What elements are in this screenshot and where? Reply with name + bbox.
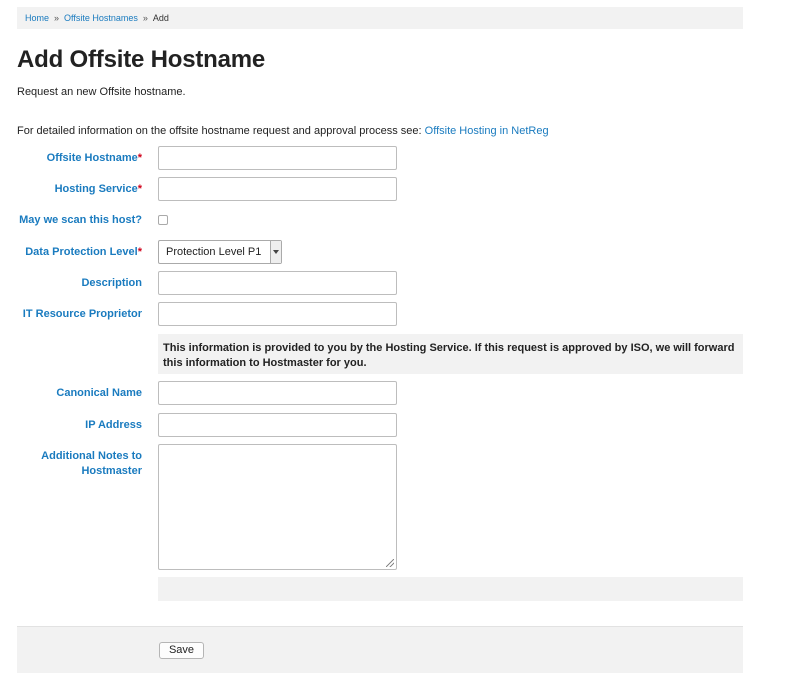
breadcrumb-current: Add: [152, 13, 169, 23]
hosting-service-label: Hosting Service*: [54, 183, 142, 195]
breadcrumb-home-link[interactable]: Home: [25, 13, 50, 23]
breadcrumb: [17, 7, 743, 29]
scan-host-checkbox[interactable]: [158, 215, 168, 225]
offsite-hosting-netreg-link[interactable]: Offsite Hosting in NetReg: [424, 125, 549, 137]
info-text-body: For detailed information on the offsite hostname request and approval process see:: [17, 125, 422, 137]
additional-notes-textarea[interactable]: [158, 444, 397, 570]
offsite-hostname-label: Offsite Hostname*: [46, 152, 142, 164]
offsite-hostname-input[interactable]: [158, 146, 397, 170]
save-button[interactable]: Save: [159, 642, 204, 659]
chevron-down-icon[interactable]: [270, 241, 281, 263]
ip-address-label: IP Address: [85, 419, 142, 431]
hosting-service-input[interactable]: [158, 177, 397, 201]
required-marker: *: [137, 246, 142, 258]
form-footer: [17, 626, 743, 673]
page-title: Add Offsite Hostname: [17, 46, 266, 73]
required-marker: *: [137, 183, 142, 195]
it-resource-proprietor-label: IT Resource Proprietor: [22, 308, 142, 320]
form-spacer-bar: [158, 577, 743, 601]
data-protection-level-value: Protection Level P1: [166, 246, 262, 258]
data-protection-level-label: Data Protection Level*: [25, 246, 142, 258]
page-subtitle: Request an new Offsite hostname.: [17, 86, 186, 98]
data-protection-level-select[interactable]: [158, 240, 282, 264]
breadcrumb-separator: »: [142, 13, 148, 23]
scan-host-label: May we scan this host?: [19, 214, 142, 226]
ip-address-input[interactable]: [158, 413, 397, 437]
breadcrumb-offsite-hostnames-link[interactable]: Offsite Hostnames: [64, 13, 138, 23]
breadcrumb-separator: »: [54, 13, 60, 23]
resize-handle-icon[interactable]: [386, 559, 394, 567]
description-input[interactable]: [158, 271, 397, 295]
additional-notes-label: Additional Notes to Hostmaster: [41, 450, 142, 477]
required-marker: *: [137, 152, 142, 164]
canonical-name-label: Canonical Name: [56, 387, 142, 399]
hosting-service-notice: This information is provided to you by the Hosting Service. If this request is approved by ISO, we will forward this information to Hostmaster for you.: [158, 334, 743, 374]
description-label: Description: [81, 277, 142, 289]
info-text: [17, 125, 549, 137]
it-resource-proprietor-input[interactable]: [158, 302, 397, 326]
canonical-name-input[interactable]: [158, 381, 397, 405]
